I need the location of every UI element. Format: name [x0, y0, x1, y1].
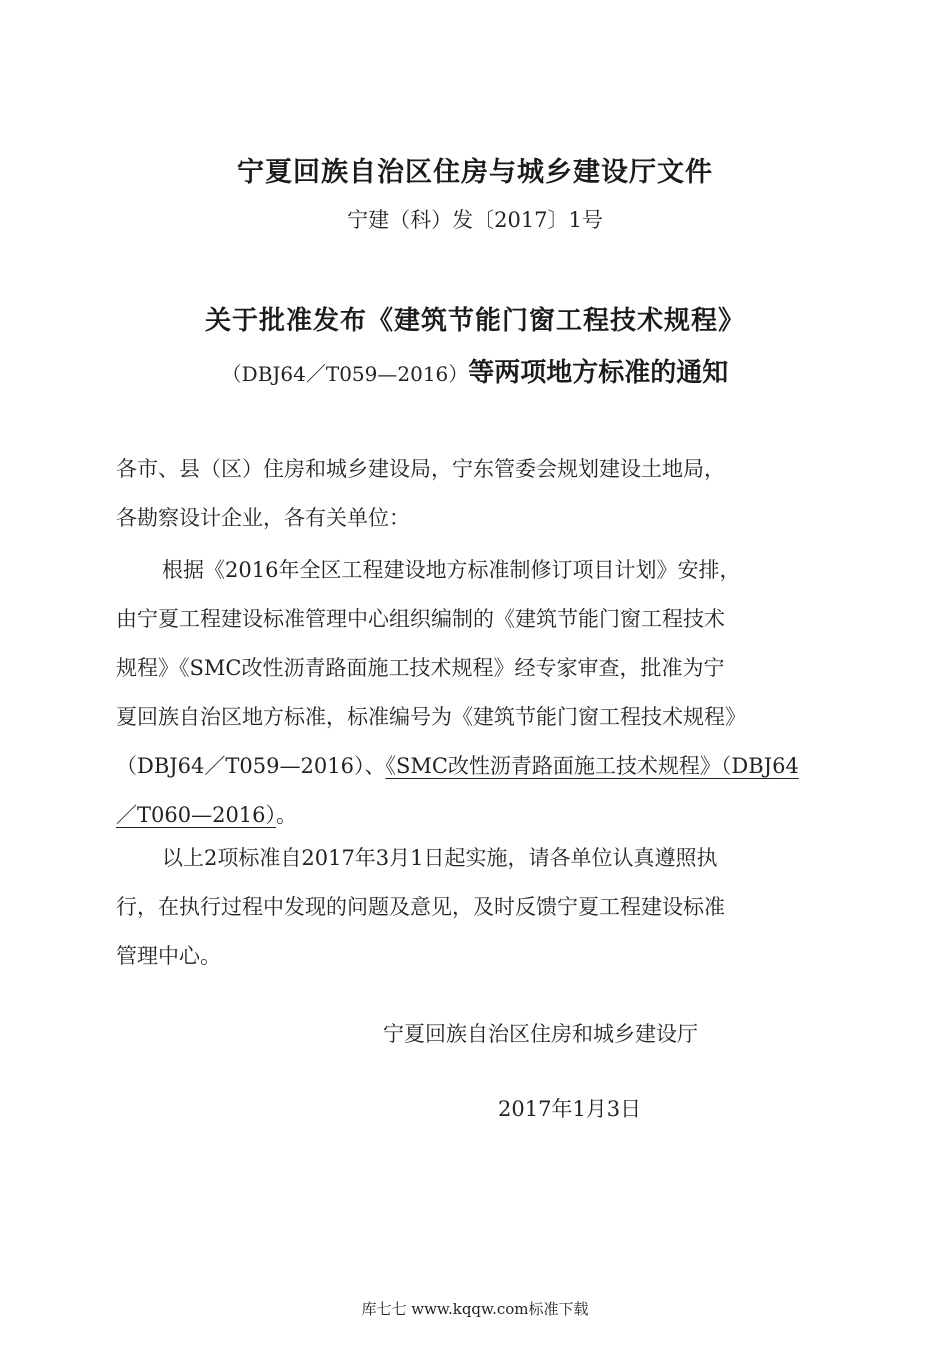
recipients-line: 各勘察设计企业，各有关单位： [116, 506, 410, 530]
standard-code-text: （DBJ64／T059—2016）、 [116, 754, 386, 778]
paragraph-line: 由宁夏工程建设标准管理中心组织编制的《建筑节能门窗工程技术 [116, 607, 725, 631]
agency-title: 宁夏回族自治区住房与城乡建设厅文件 [237, 157, 713, 188]
issuer-signature: 宁夏回族自治区住房和城乡建设厅 [383, 1022, 698, 1046]
underlined-standard-code: ／T060—2016） [116, 803, 277, 827]
notice-headline-line-2 [0, 352, 950, 389]
footer-watermark-text: 库七七 www.kqqw.com标准下载 [361, 1300, 589, 1318]
paragraph-implementation [116, 834, 868, 981]
paragraph-line [116, 791, 868, 840]
headline-standard-code: （DBJ64／T059—2016） [221, 362, 469, 386]
recipients-line: 各市、县（区）住房和城乡建设局，宁东管委会规划建设土地局， [116, 457, 725, 481]
notice-headline-line-1: 关于批准发布《建筑节能门窗工程技术规程》 [204, 306, 745, 336]
paragraph-line: 行，在执行过程中发现的问题及意见，及时反馈宁夏工程建设标准 [116, 895, 725, 919]
sentence-end: 。 [276, 803, 298, 827]
recipients-block [116, 445, 868, 543]
paragraph-approval [116, 546, 868, 840]
document-number: 宁建（科）发〔2017〕1号 [347, 208, 603, 232]
paragraph-line: 管理中心。 [116, 944, 221, 968]
paragraph-line: 夏回族自治区地方标准，标准编号为《建筑节能门窗工程技术规程》 [116, 705, 746, 729]
paragraph-line: 以上2项标准自2017年3月1日起实施，请各单位认真遵照执 [162, 846, 718, 870]
headline-rest: 等两项地方标准的通知 [468, 358, 729, 388]
underlined-standard-title: 《SMC改性沥青路面施工技术规程》（DBJ64 [385, 754, 799, 778]
paragraph-line: 根据《2016年全区工程建设地方标准制修订项目计划》安排， [162, 558, 741, 582]
paragraph-line: 规程》《SMC改性沥青路面施工技术规程》经专家审查，批准为宁 [116, 656, 725, 680]
paragraph-line [116, 742, 868, 791]
issue-date: 2017年1月3日 [498, 1097, 642, 1121]
